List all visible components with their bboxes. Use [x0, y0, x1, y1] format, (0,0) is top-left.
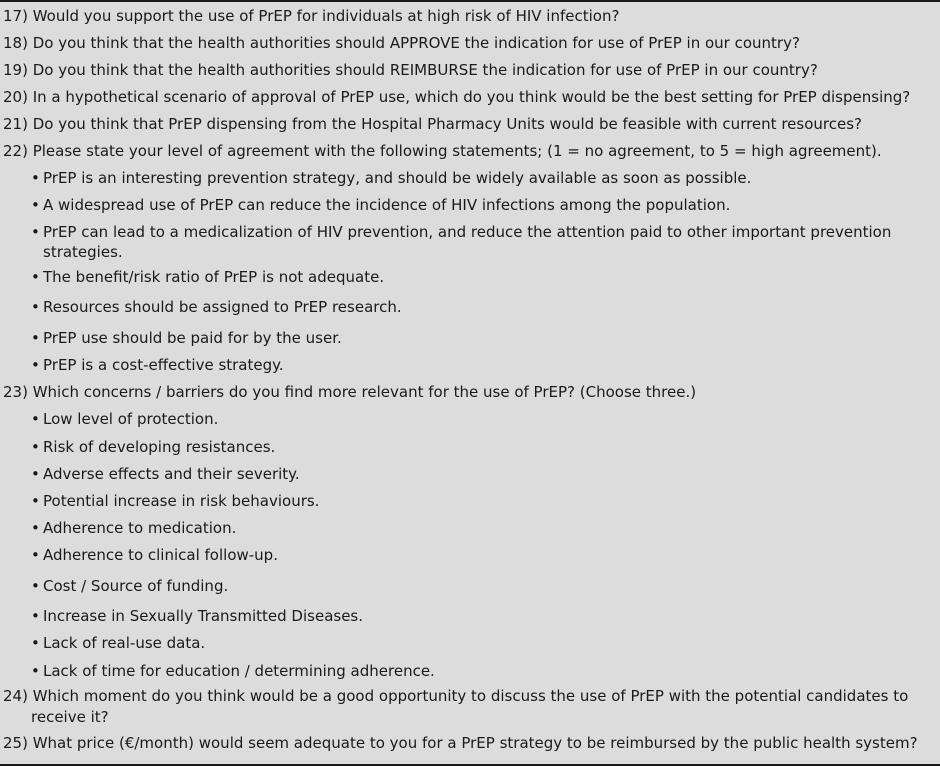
question-25: 25) What price (€/month) would seem adequate to you for a PrEP strategy to be reimbursed by the public health system?: [3, 734, 918, 752]
q22-statement-text: PrEP is a cost-effective strategy.: [43, 356, 284, 374]
q23-option: [0, 465, 300, 483]
q23-option: [0, 662, 435, 680]
bullet-icon: •: [31, 465, 40, 483]
q23-option: [0, 607, 363, 625]
question-23: 23) Which concerns / barriers do you find more relevant for the use of PrEP? (Choose three.): [3, 383, 697, 401]
q23-option-text: Risk of developing resistances.: [43, 438, 276, 456]
bullet-icon: •: [31, 196, 40, 214]
q23-option: [0, 577, 228, 595]
bullet-icon: •: [31, 546, 40, 564]
bullet-icon: •: [31, 268, 40, 286]
bullet-icon: •: [31, 438, 40, 456]
q23-option-text: Potential increase in risk behaviours.: [43, 492, 320, 510]
q22-statement: [0, 298, 402, 316]
q23-option: [0, 519, 236, 537]
question-22: 22) Please state your level of agreement with the following statements; (1 = no agreement, to 5 = high agreement).: [3, 142, 882, 160]
q23-option: [0, 492, 319, 510]
q23-option: [0, 438, 275, 456]
q23-option-text: Cost / Source of funding.: [43, 577, 229, 595]
q22-statement: [0, 268, 384, 286]
q23-option-text: Increase in Sexually Transmitted Diseases.: [43, 607, 364, 625]
question-17: 17) Would you support the use of PrEP for individuals at high risk of HIV infection?: [3, 7, 620, 25]
q22-statement-text: PrEP can lead to a medicalization of HIV prevention, and reduce the attention paid to other important prevention strategies.: [43, 223, 892, 261]
bullet-icon: •: [31, 492, 40, 510]
bullet-icon: •: [31, 607, 40, 625]
question-19: 19) Do you think that the health authorities should REIMBURSE the indication for use of PrEP in our country?: [3, 61, 818, 79]
bullet-icon: •: [31, 577, 40, 595]
bullet-icon: •: [31, 410, 40, 428]
q23-option-text: Lack of time for education / determining adherence.: [43, 662, 435, 680]
q23-option-text: Adherence to clinical follow-up.: [43, 546, 278, 564]
bullet-icon: •: [31, 634, 40, 652]
question-21: 21) Do you think that PrEP dispensing from the Hospital Pharmacy Units would be feasible with current resources?: [3, 115, 862, 133]
bullet-icon: •: [31, 169, 40, 187]
q23-option: [0, 546, 278, 564]
q23-option: [0, 634, 205, 652]
bullet-icon: •: [31, 223, 40, 241]
q22-statement: [0, 169, 751, 187]
question-18: 18) Do you think that the health authorities should APPROVE the indication for use of PrEP in our country?: [3, 34, 800, 52]
q22-statement: [0, 329, 342, 347]
bullet-icon: •: [31, 298, 40, 316]
q23-option-text: Adverse effects and their severity.: [43, 465, 300, 483]
bullet-icon: •: [31, 519, 40, 537]
question-20: 20) In a hypothetical scenario of approval of PrEP use, which do you think would be the best setting for PrEP dispensing?: [3, 88, 911, 106]
q22-statement: [0, 222, 903, 262]
q22-statement: [0, 196, 730, 214]
bullet-icon: •: [31, 662, 40, 680]
q22-statement-text: The benefit/risk ratio of PrEP is not adequate.: [43, 268, 385, 286]
q23-option-text: Adherence to medication.: [43, 519, 237, 537]
bullet-icon: •: [31, 356, 40, 374]
q23-option-text: Lack of real-use data.: [43, 634, 206, 652]
question-24: 24) Which moment do you think would be a good opportunity to discuss the use of PrEP with the potential candidates to receive it?: [3, 687, 909, 726]
q22-statement-text: PrEP is an interesting prevention strategy, and should be widely available as soon as possible.: [43, 169, 752, 187]
q23-option-text: Low level of protection.: [43, 410, 219, 428]
q23-option: [0, 410, 218, 428]
q22-statement-text: A widespread use of PrEP can reduce the incidence of HIV infections among the population.: [43, 196, 731, 214]
q22-statement-text: Resources should be assigned to PrEP research.: [43, 298, 402, 316]
bullet-icon: •: [31, 329, 40, 347]
q22-statement-text: PrEP use should be paid for by the user.: [43, 329, 342, 347]
q22-statement: [0, 356, 284, 374]
